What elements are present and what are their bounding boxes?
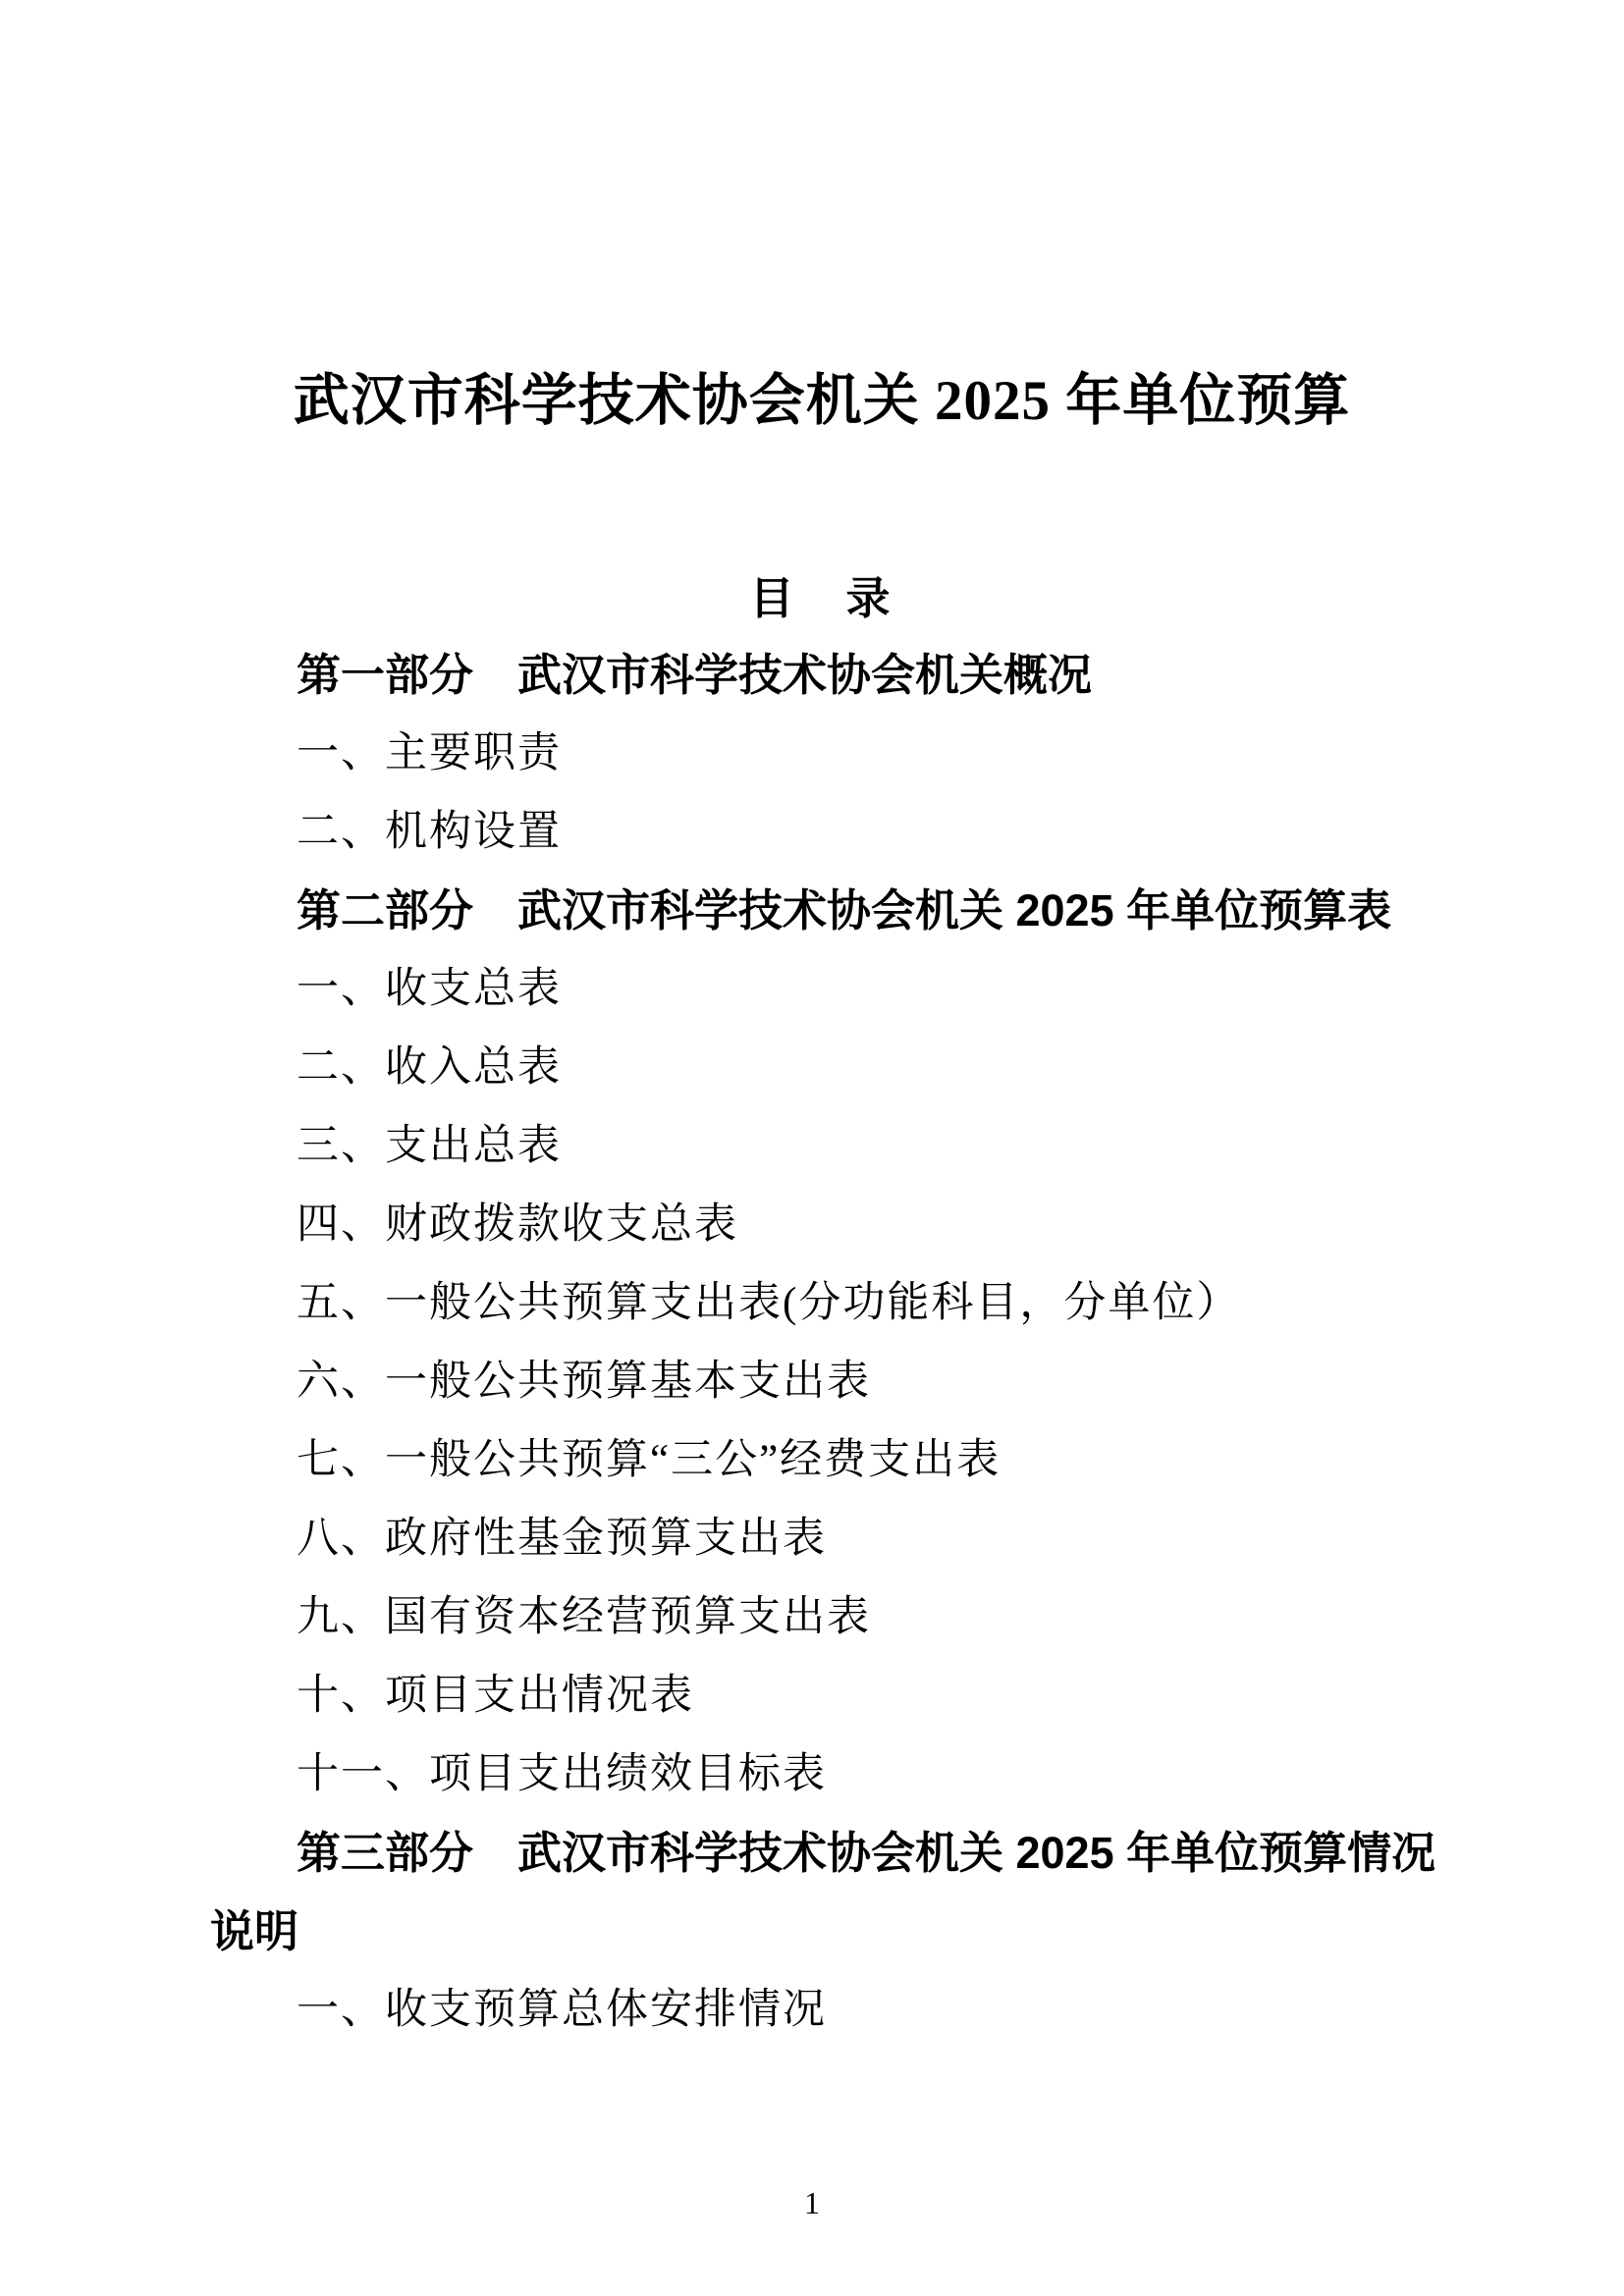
toc-item: 七、一般公共预算“三公”经费支出表 (297, 1437, 1001, 1483)
toc-item: 十一、项目支出绩效目标表 (297, 1751, 827, 1797)
toc-part-heading: 第二部分 武汉市科学技术协会机关 2025 年单位预算表 (297, 885, 1392, 935)
toc-item: 三、支出总表 (297, 1123, 562, 1169)
toc-part-heading: 说明 (210, 1906, 299, 1956)
toc-list (210, 636, 1434, 2050)
page-number: 1 (804, 2185, 820, 2220)
toc-item: 二、机构设置 (297, 809, 562, 855)
toc-item: 八、政府性基金预算支出表 (297, 1516, 827, 1562)
toc-item: 二、收入总表 (297, 1044, 562, 1091)
page-title: 武汉市科学技术协会机关 2025 年单位预算 (293, 370, 1351, 432)
toc-item: 四、财政拨款收支总表 (297, 1201, 738, 1248)
toc-heading: 目 录 (749, 573, 894, 623)
toc-item: 一、收支总表 (297, 966, 562, 1012)
toc-item: 五、一般公共预算支出表(分功能科目，分单位） (297, 1280, 1241, 1326)
toc-part-heading: 第一部分 武汉市科学技术协会机关概况 (297, 650, 1093, 700)
toc-item: 一、收支预算总体安排情况 (297, 1987, 827, 2033)
toc-item: 九、国有资本经营预算支出表 (297, 1594, 871, 1640)
toc-part-heading: 第三部分 武汉市科学技术协会机关 2025 年单位预算情况 (297, 1828, 1436, 1878)
toc-item: 十、项目支出情况表 (297, 1673, 694, 1719)
toc-item: 六、一般公共预算基本支出表 (297, 1359, 871, 1405)
toc-item: 一、主要职责 (297, 730, 562, 776)
